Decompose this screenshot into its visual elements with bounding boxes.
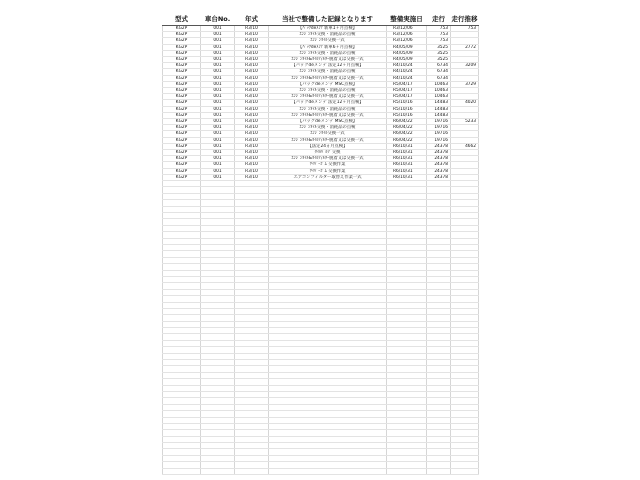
cell-date: R5/10/16 [387,112,427,118]
cell-year: R3/10 [235,69,269,75]
cell-description: ｴﾝｼﾞﾝｵｲﾙ交換一式 [269,38,387,44]
cell-date: R5/04/17 [387,94,427,100]
cell-year: R3/10 [235,119,269,125]
cell-model: KG2P [163,174,201,180]
cell-description: ｴﾝｼﾞﾝｵｲﾙ交換・消耗品の点検 [269,106,387,112]
cell-unit-no: 001 [201,119,235,125]
cell-description: 【法定24ヵ月点検】 [269,143,387,149]
cell-model: KG2P [163,143,201,149]
cell-year: R3/10 [235,50,269,56]
cell-model: KG2P [163,137,201,143]
cell-model: KG2P [163,100,201,106]
cell-description: ｴﾝｼﾞﾝｵｲﾙ&ｵｲﾙﾌｨﾙﾀｰ脱着又は交換一式 [269,57,387,63]
cell-mileage: 24378 [427,143,451,149]
cell-model: KG2P [163,32,201,38]
cell-year: R3/10 [235,168,269,174]
cell-unit-no: 001 [201,63,235,69]
cell-unit-no: 001 [201,150,235,156]
cell-description: ﾜｲﾊﾟｰｺﾞﾑ 交換作業 [269,162,387,168]
cell-description: ｴﾝｼﾞﾝｵｲﾙ交換・消耗品の点検 [269,88,387,94]
cell-year: R3/10 [235,100,269,106]
cell-mileage: 3525 [427,57,451,63]
cell-date: R6/04/22 [387,137,427,143]
cell-year: R3/10 [235,137,269,143]
cell-description: ｴﾝｼﾞﾝｵｲﾙ&ｵｲﾙﾌｨﾙﾀｰ脱着又は交換一式 [269,112,387,118]
cell-date: R6/10/31 [387,174,427,180]
cell-unit-no: 001 [201,100,235,106]
cell-year: R3/10 [235,32,269,38]
header-mileage: 走行 [427,12,451,26]
header-model: 型式 [163,12,201,26]
cell-mileage-delta: 2772 [451,44,479,50]
cell-date: R5/10/16 [387,100,427,106]
cell-model: KG2P [163,88,201,94]
header-year: 年式 [235,12,269,26]
cell-year: R3/10 [235,156,269,162]
maintenance-record-sheet [162,12,478,475]
cell-model: KG2P [163,168,201,174]
cell-unit-no: 001 [201,69,235,75]
cell-year: R3/10 [235,63,269,69]
cell-model: KG2P [163,94,201,100]
cell-mileage: 19716 [427,119,451,125]
cell-mileage: 19716 [427,125,451,131]
cell-mileage: 24378 [427,168,451,174]
empty-cell [163,468,201,474]
cell-year: R3/10 [235,174,269,180]
cell-description: ｴﾝｼﾞﾝｵｲﾙ&ｵｲﾙﾌｨﾙﾀｰ脱着又は交換一式 [269,94,387,100]
maintenance-table [162,12,479,475]
cell-mileage: 14483 [427,112,451,118]
cell-date: R4/10/24 [387,69,427,75]
cell-date: R5/04/17 [387,81,427,87]
cell-mileage: 14483 [427,100,451,106]
cell-year: R3/10 [235,94,269,100]
cell-date: R6/10/31 [387,168,427,174]
cell-description: エアコンフィルター取替え作業一式 [269,174,387,180]
empty-cell [235,468,269,474]
cell-mileage: 24378 [427,156,451,162]
header-unit-no: 車台No. [201,12,235,26]
cell-mileage: 753 [427,38,451,44]
cell-mileage: 6734 [427,75,451,81]
cell-mileage: 6734 [427,69,451,75]
cell-description: ｴﾝｼﾞﾝｵｲﾙ&ｵｲﾙﾌｨﾙﾀｰ脱着又は交換一式 [269,156,387,162]
cell-unit-no: 001 [201,112,235,118]
cell-date: R6/10/31 [387,156,427,162]
cell-unit-no: 001 [201,32,235,38]
cell-model: KG2P [163,50,201,56]
cell-model: KG2P [163,125,201,131]
cell-date: R3/12/06 [387,26,427,32]
cell-description: 【ﾊﾟｯｸdeﾒﾝﾃ 新車1ヶ月点検】 [269,26,387,32]
cell-mileage: 24378 [427,162,451,168]
cell-description: ｴﾝｼﾞﾝｵｲﾙ交換・消耗品の点検 [269,50,387,56]
cell-year: R3/10 [235,112,269,118]
cell-date: R3/12/06 [387,38,427,44]
cell-unit-no: 001 [201,44,235,50]
cell-model: KG2P [163,63,201,69]
cell-date: R4/10/24 [387,75,427,81]
cell-description: ﾀｲﾙﾊﾞﾙﾌﾞ交換 [269,150,387,156]
cell-description: ｴﾝｼﾞﾝｵｲﾙ&ｵｲﾙﾌｨﾙﾀｰ脱着又は交換一式 [269,75,387,81]
empty-cell [201,468,235,474]
cell-unit-no: 001 [201,106,235,112]
cell-date: R6/04/22 [387,119,427,125]
cell-description: ｴﾝｼﾞﾝｵｲﾙ&ｵｲﾙﾌｨﾙﾀｰ脱着又は交換一式 [269,137,387,143]
cell-description: ｴﾝｼﾞﾝｵｲﾙ交換・消耗品の点検 [269,32,387,38]
cell-mileage: 3525 [427,44,451,50]
empty-cell [427,468,451,474]
cell-description: 【パックdeメンテ MSC点検】 [269,81,387,87]
cell-model: KG2P [163,81,201,87]
cell-year: R3/10 [235,150,269,156]
cell-model: KG2P [163,57,201,63]
cell-description: ﾜｲﾊﾟｰｺﾞﾑ 交換作業 [269,168,387,174]
cell-date: R3/12/06 [387,32,427,38]
header-date: 整備実施日 [387,12,427,26]
cell-date: R6/04/22 [387,131,427,137]
cell-date: R4/05/09 [387,50,427,56]
cell-model: KG2P [163,44,201,50]
cell-model: KG2P [163,119,201,125]
cell-mileage: 6734 [427,63,451,69]
cell-unit-no: 001 [201,75,235,81]
empty-cell [451,468,479,474]
cell-mileage: 19716 [427,137,451,143]
cell-unit-no: 001 [201,38,235,44]
cell-year: R3/10 [235,106,269,112]
cell-date: R4/05/09 [387,44,427,50]
cell-unit-no: 001 [201,81,235,87]
cell-mileage-delta: 3209 [451,63,479,69]
cell-date: R5/10/16 [387,106,427,112]
cell-year: R3/10 [235,75,269,81]
cell-unit-no: 001 [201,143,235,149]
cell-model: KG2P [163,26,201,32]
cell-date: R6/04/22 [387,125,427,131]
cell-model: KG2P [163,156,201,162]
header-row [163,12,479,26]
cell-date: R4/05/09 [387,57,427,63]
cell-model: KG2P [163,131,201,137]
cell-mileage: 3525 [427,50,451,56]
cell-mileage-delta: 5233 [451,119,479,125]
cell-model: KG2P [163,75,201,81]
cell-model: KG2P [163,112,201,118]
cell-mileage: 14483 [427,106,451,112]
table-body [163,26,479,475]
cell-mileage: 10463 [427,88,451,94]
cell-model: KG2P [163,38,201,44]
cell-unit-no: 001 [201,50,235,56]
cell-description: ｴﾝｼﾞﾝｵｲﾙ交換・消耗品の点検 [269,69,387,75]
cell-unit-no: 001 [201,137,235,143]
cell-date: R6/10/31 [387,162,427,168]
cell-model: KG2P [163,69,201,75]
cell-year: R3/10 [235,81,269,87]
cell-year: R3/10 [235,125,269,131]
cell-year: R3/10 [235,143,269,149]
cell-description: 【ﾊﾟｯｸdeﾒﾝﾃ 新車6ヶ月点検】 [269,44,387,50]
cell-description: 【パックdeメンテ MSC点検】 [269,119,387,125]
empty-row [163,468,479,474]
cell-year: R3/10 [235,26,269,32]
cell-unit-no: 001 [201,57,235,63]
cell-year: R3/10 [235,131,269,137]
cell-mileage: 24378 [427,174,451,180]
cell-mileage-delta: 753 [451,26,479,32]
cell-year: R3/10 [235,88,269,94]
cell-date: R6/10/31 [387,150,427,156]
cell-unit-no: 001 [201,156,235,162]
cell-unit-no: 001 [201,131,235,137]
cell-unit-no: 001 [201,125,235,131]
cell-model: KG2P [163,106,201,112]
cell-unit-no: 001 [201,26,235,32]
cell-mileage-delta: 4020 [451,100,479,106]
cell-date: R6/10/31 [387,143,427,149]
cell-unit-no: 001 [201,168,235,174]
cell-mileage: 753 [427,26,451,32]
cell-model: KG2P [163,162,201,168]
cell-mileage: 753 [427,32,451,38]
cell-unit-no: 001 [201,88,235,94]
cell-year: R3/10 [235,44,269,50]
cell-date: R5/04/17 [387,88,427,94]
header-mileage-delta: 走行推移 [451,12,479,26]
cell-description: ｴﾝｼﾞﾝｵｲﾙ交換一式 [269,131,387,137]
cell-mileage: 10463 [427,81,451,87]
header-description: 当社で整備した記録となります [269,12,387,26]
cell-description: 【パックdeメンテ 法定12ヶ月点検】 [269,100,387,106]
cell-unit-no: 001 [201,162,235,168]
cell-unit-no: 001 [201,174,235,180]
cell-year: R3/10 [235,38,269,44]
cell-mileage: 19716 [427,131,451,137]
cell-year: R3/10 [235,162,269,168]
cell-mileage-delta: 3729 [451,81,479,87]
cell-description: ｴﾝｼﾞﾝｵｲﾙ交換・消耗品の点検 [269,125,387,131]
cell-description: 【パックdeメンテ 法定12ヶ月点検】 [269,63,387,69]
cell-unit-no: 001 [201,94,235,100]
cell-date: R4/10/24 [387,63,427,69]
empty-cell [387,468,427,474]
cell-mileage-delta: 4662 [451,143,479,149]
cell-model: KG2P [163,150,201,156]
cell-mileage: 10463 [427,94,451,100]
empty-cell [269,468,387,474]
cell-year: R3/10 [235,57,269,63]
cell-mileage: 24378 [427,150,451,156]
